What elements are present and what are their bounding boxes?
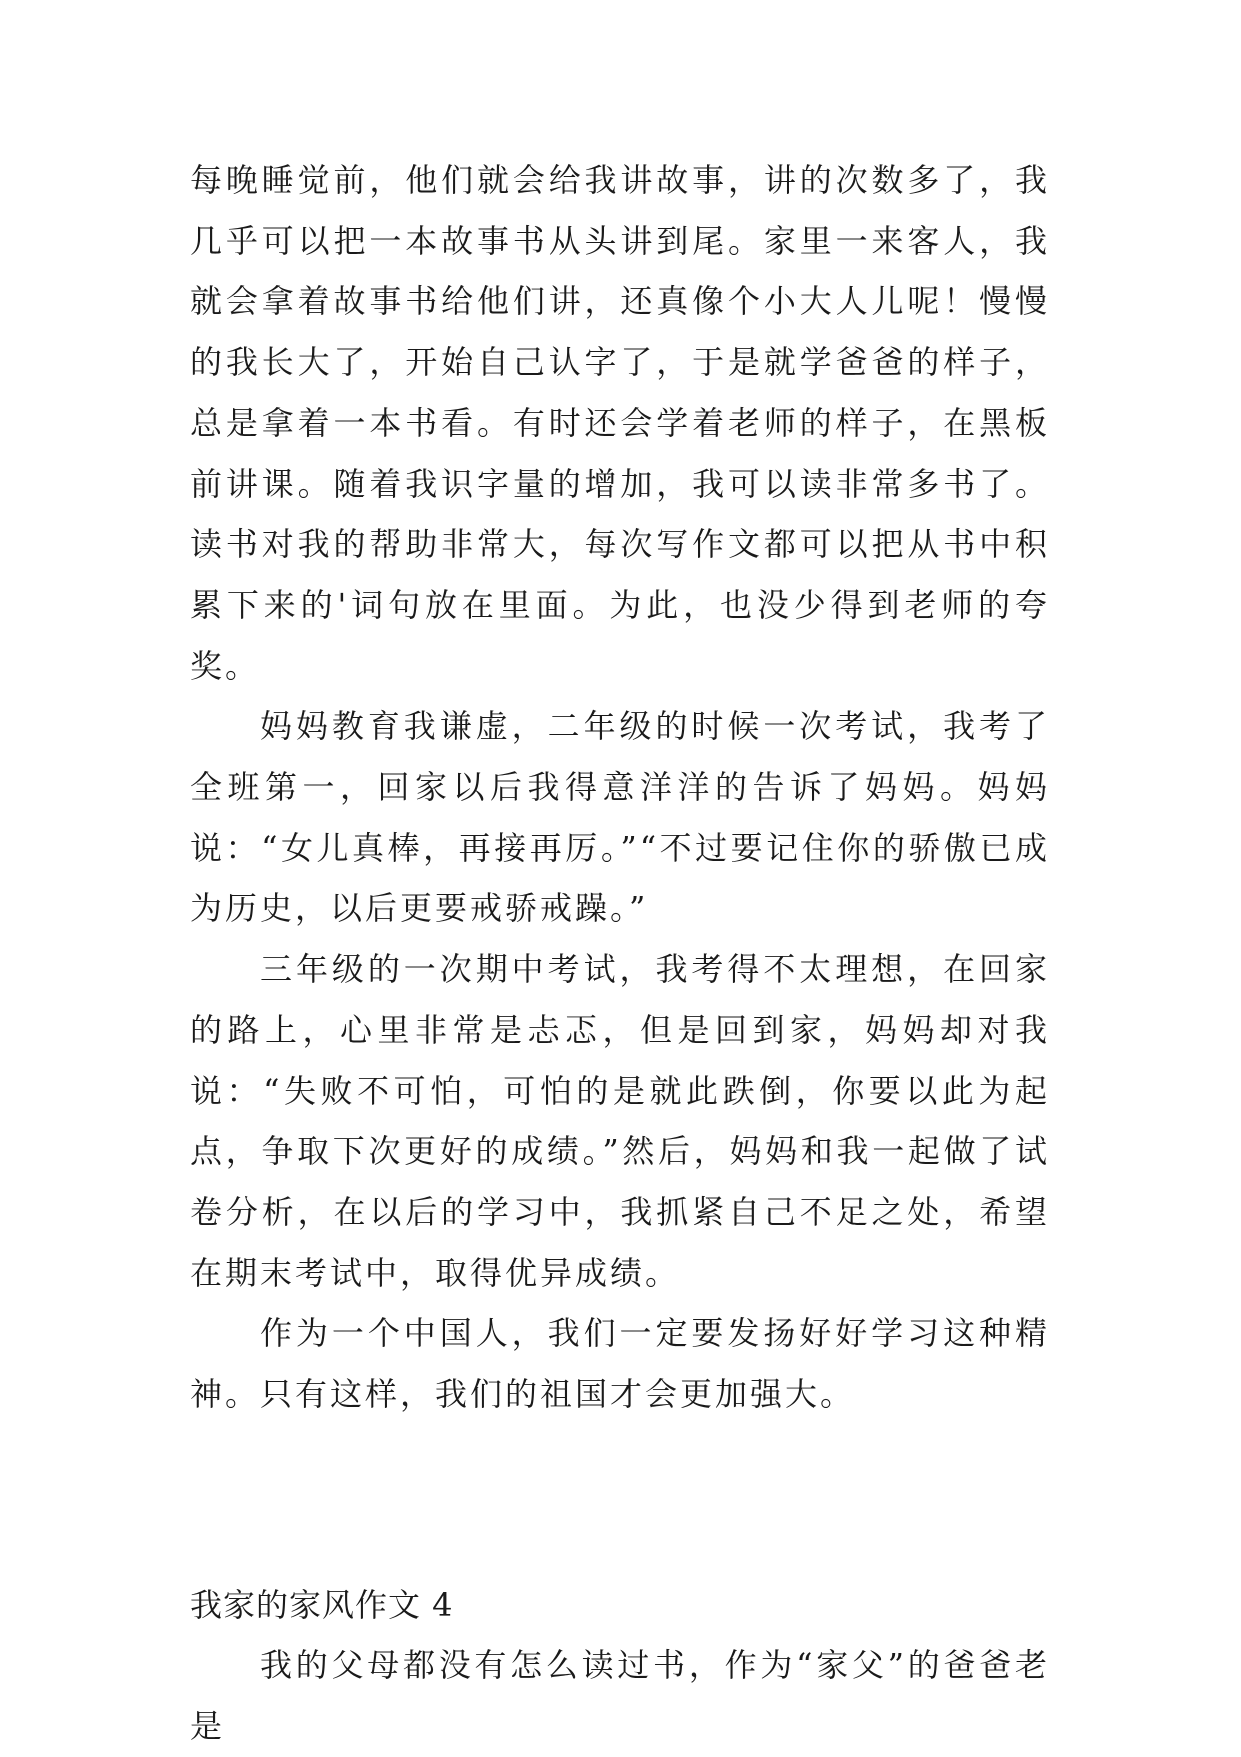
document-body: [190, 150, 1050, 1757]
paragraph-reading-stories: 每晚睡觉前，他们就会给我讲故事，讲的次数多了，我几乎可以把一本故事书从头讲到尾。家里一来客人，我就会拿着故事书给他们讲，还真像个小大人儿呢！慢慢的我长大了，开始自己认字了，于是就学爸爸的样子，总是拿着一本书看。有时还会学着老师的样子，在黑板前讲课。随着我识字量的增加，我可以读非常多书了。读书对我的帮助非常大，每次写作文都可以把从书中积累下来的'词句放在里面。为此，也没少得到老师的夸奖。: [190, 161, 1050, 685]
paragraph-midterm-exam: 三年级的一次期中考试，我考得不太理想，在回家的路上，心里非常是忐忑，但是回到家，妈妈却对我说：“失败不可怕，可怕的是就此跌倒，你要以此为起点，争取下次更好的成绩。”然后，妈妈和我一起做了试卷分析，在以后的学习中，我抓紧自己不足之处，希望在期末考试中，取得优异成绩。: [190, 950, 1050, 1292]
paragraph-modesty: 妈妈教育我谦虚，二年级的时候一次考试，我考了全班第一，回家以后我得意洋洋的告诉了妈妈。妈妈说：“女儿真棒，再接再厉。”“不过要记住你的骄傲已成为历史，以后更要戒骄戒躁。”: [190, 707, 1050, 928]
section-spacer: [190, 1425, 1050, 1575]
paragraph-parents: 我的父母都没有怎么读过书，作为“家父”的爸爸老是: [190, 1646, 1050, 1746]
section-title: 我家的家风作文 4: [190, 1585, 454, 1624]
paragraph-conclusion: 作为一个中国人，我们一定要发扬好好学习这种精神。只有这样，我们的祖国才会更加强大。: [190, 1314, 1050, 1414]
